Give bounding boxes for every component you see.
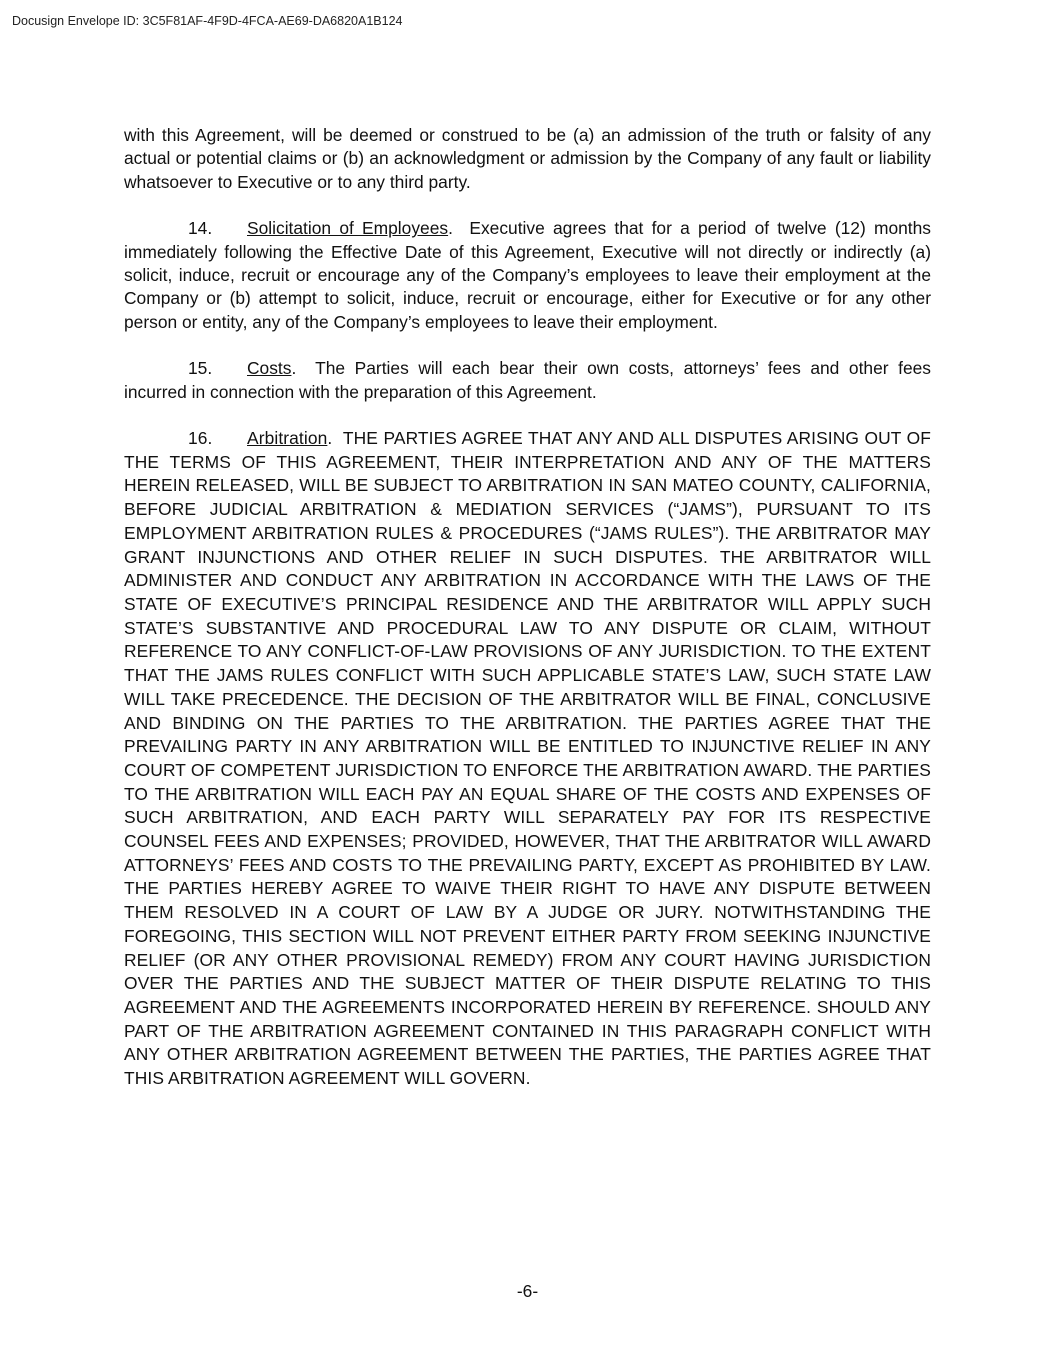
docusign-envelope-id: Docusign Envelope ID: 3C5F81AF-4F9D-4FCA-AE69-DA6820A1B124	[12, 14, 403, 28]
section-16-paragraph: 16. Arbitration. THE PARTIES AGREE THAT ANY AND ALL DISPUTES ARISING OUT OF THE TERMS OF THIS AGREEMENT, THEIR INTERPRETATION AND ANY OF THE MATTERS HEREIN RELEASED, WILL BE SUBJECT TO ARBITRATION IN SAN MATEO COUNTY, CALIFORNIA, BEFORE JUDICIAL ARBITRATION & MEDIATION SERVICES (“JAMS”), PURSUANT TO ITS EMPLOYMENT ARBITRATION RULES & PROCEDURES (“JAMS RULES”). THE ARBITRATOR MAY GRANT INJUNCTIONS AND OTHER RELIEF IN SUCH DISPUTES. THE ARBITRATOR WILL ADMINISTER AND CONDUCT ANY ARBITRATION IN ACCORDANCE WITH THE LAWS OF THE STATE OF EXECUTIVE’S PRINCIPAL RESIDENCE AND THE ARBITRATOR WILL APPLY SUCH STATE’S SUBSTANTIVE AND PROCEDURAL LAW TO ANY DISPUTE OR CLAIM, WITHOUT REFERENCE TO ANY CONFLICT-OF-LAW PROVISIONS OF ANY JURISDICTION. TO THE EXTENT THAT THE JAMS RULES CONFLICT WITH SUCH APPLICABLE STATE’S LAW, SUCH STATE LAW WILL TAKE PRECEDENCE. THE DECISION OF THE ARBITRATOR WILL BE FINAL, CONCLUSIVE AND BINDING ON THE PARTIES TO THE ARBITRATION. THE PARTIES AGREE THAT THE PREVAILING PARTY IN ANY ARBITRATION WILL BE ENTITLED TO INJUNCTIVE RELIEF IN ANY COURT OF COMPETENT JURISDICTION TO ENFORCE THE ARBITRATION AWARD. THE PARTIES TO THE ARBITRATION WILL EACH PAY AN EQUAL SHARE OF THE COSTS AND EXPENSES OF SUCH ARBITRATION, AND EACH PARTY WILL SEPARATELY PAY FOR ITS RESPECTIVE COUNSEL FEES AND EXPENSES; PROVIDED, HOWEVER, THAT THE ARBITRATOR WILL AWARD ATTORNEYS’ FEES AND COSTS TO THE PREVAILING PARTY, EXCEPT AS PROHIBITED BY LAW. THE PARTIES HEREBY AGREE TO WAIVE THEIR RIGHT TO HAVE ANY DISPUTE BETWEEN THEM RESOLVED IN A COURT OF LAW BY A JUDGE OR JURY. NOTWITHSTANDING THE FOREGOING, THIS SECTION WILL NOT PREVENT EITHER PARTY FROM SEEKING INJUNCTIVE RELIEF (OR ANY OTHER PROVISIONAL REMEDY) FROM ANY COURT HAVING JURISDICTION OVER THE PARTIES AND THE SUBJECT MATTER OF THEIR DISPUTE RELATING TO THIS AGREEMENT AND THE AGREEMENTS INCORPORATED HEREIN BY REFERENCE. SHOULD ANY PART OF THE ARBITRATION AGREEMENT CONTAINED IN THIS PARAGRAPH CONFLICT WITH ANY OTHER ARBITRATION AGREEMENT BETWEEN THE PARTIES, THE PARTIES AGREE THAT THIS ARBITRATION AGREEMENT WILL GOVERN.	[124, 428, 931, 1089]
section-body: THE PARTIES AGREE THAT ANY AND ALL DISPUTES ARISING OUT OF THE TERMS OF THIS AGREEMENT, THEIR INTERPRETATION AND ANY OF THE MATTERS HEREIN RELEASED, WILL BE SUBJECT TO ARBITRATION IN SAN MATEO COUNTY, CALIFORNIA, BEFORE JUDICIAL ARBITRATION & MEDIATION SERVICES (“JAMS”), PURSUANT TO ITS EMPLOYMENT ARBITRATION RULES & PROCEDURES (“JAMS RULES”). THE ARBITRATOR MAY GRANT INJUNCTIONS AND OTHER RELIEF IN SUCH DISPUTES. THE ARBITRATOR WILL ADMINISTER AND CONDUCT ANY ARBITRATION IN ACCORDANCE WITH THE LAWS OF THE STATE OF EXECUTIVE’S PRINCIPAL RESIDENCE AND THE ARBITRATOR WILL APPLY SUCH STATE’S SUBSTANTIVE AND PROCEDURAL LAW TO ANY DISPUTE OR CLAIM, WITHOUT REFERENCE TO ANY CONFLICT-OF-LAW PROVISIONS OF ANY JURISDICTION. TO THE EXTENT THAT THE JAMS RULES CONFLICT WITH SUCH APPLICABLE STATE’S LAW, SUCH STATE LAW WILL TAKE PRECEDENCE. THE DECISION OF THE ARBITRATOR WILL BE FINAL, CONCLUSIVE AND BINDING ON THE PARTIES TO THE ARBITRATION. THE PARTIES AGREE THAT THE PREVAILING PARTY IN ANY ARBITRATION WILL BE ENTITLED TO INJUNCTIVE RELIEF IN ANY COURT OF COMPETENT JURISDICTION TO ENFORCE THE ARBITRATION AWARD. THE PARTIES TO THE ARBITRATION WILL EACH PAY AN EQUAL SHARE OF THE COSTS AND EXPENSES OF SUCH ARBITRATION, AND EACH PARTY WILL SEPARATELY PAY FOR ITS RESPECTIVE COUNSEL FEES AND EXPENSES; PROVIDED, HOWEVER, THAT THE ARBITRATOR WILL AWARD ATTORNEYS’ FEES AND COSTS TO THE PREVAILING PARTY, EXCEPT AS PROHIBITED BY LAW. THE PARTIES HEREBY AGREE TO WAIVE THEIR RIGHT TO HAVE ANY DISPUTE BETWEEN THEM RESOLVED IN A COURT OF LAW BY A JUDGE OR JURY. NOTWITHSTANDING THE FOREGOING, THIS SECTION WILL NOT PREVENT EITHER PARTY FROM SEEKING INJUNCTIVE RELIEF (OR ANY OTHER PROVISIONAL REMEDY) FROM ANY COURT HAVING JURISDICTION OVER THE PARTIES AND THE SUBJECT MATTER OF THEIR DISPUTE RELATING TO THIS AGREEMENT AND THE AGREEMENTS INCORPORATED HEREIN BY REFERENCE. SHOULD ANY PART OF THE ARBITRATION AGREEMENT CONTAINED IN THIS PARAGRAPH CONFLICT WITH ANY OTHER ARBITRATION AGREEMENT BETWEEN THE PARTIES, THE PARTIES AGREE THAT THIS ARBITRATION AGREEMENT WILL GOVERN.	[124, 428, 931, 1089]
continuation-paragraph: with this Agreement, will be deemed or construed to be (a) an admission of the truth or falsity of any actual or potential claims or (b) an acknowledgment or admission by the Company of any fault or liability whatsoever to Executive or to any third party.	[124, 125, 931, 192]
section-14-paragraph: 14. Solicitation of Employees. Executive agrees that for a period of twelve (12) months immediately following the Effective Date of this Agreement, Executive will not directly or indirectly (a) solicit, induce, recruit or encourage any of the Company’s employees to leave their employment at the Company or (b) attempt to solicit, induce, recruit or encourage, either for Executive or for any other person or entity, any of the Company’s employees to leave their employment.	[124, 218, 931, 332]
section-number: 14.	[188, 218, 213, 239]
document-body	[124, 124, 931, 1091]
section-heading: Solicitation of Employees	[247, 218, 449, 239]
section-number: 15.	[188, 358, 213, 379]
section-heading: Costs	[247, 358, 292, 379]
section-15-paragraph: 15. Costs. The Parties will each bear their own costs, attorneys’ fees and other fees incurred in connection with the preparation of this Agreement.	[124, 358, 931, 402]
section-heading: Arbitration	[247, 428, 328, 449]
section-body: Executive agrees that for a period of twelve (12) months immediately following the Effective Date of this Agreement, Executive will not directly or indirectly (a) solicit, induce, recruit or encourage any of the Company’s employees to leave their employment at the Company or (b) attempt to solicit, induce, recruit or encourage, either for Executive or for any other person or entity, any of the Company’s employees to leave their employment.	[124, 218, 931, 332]
section-number: 16.	[188, 428, 213, 449]
section-body: The Parties will each bear their own costs, attorneys’ fees and other fees incurred in connection with the preparation of this Agreement.	[124, 358, 931, 402]
page-number: -6-	[516, 1281, 539, 1301]
